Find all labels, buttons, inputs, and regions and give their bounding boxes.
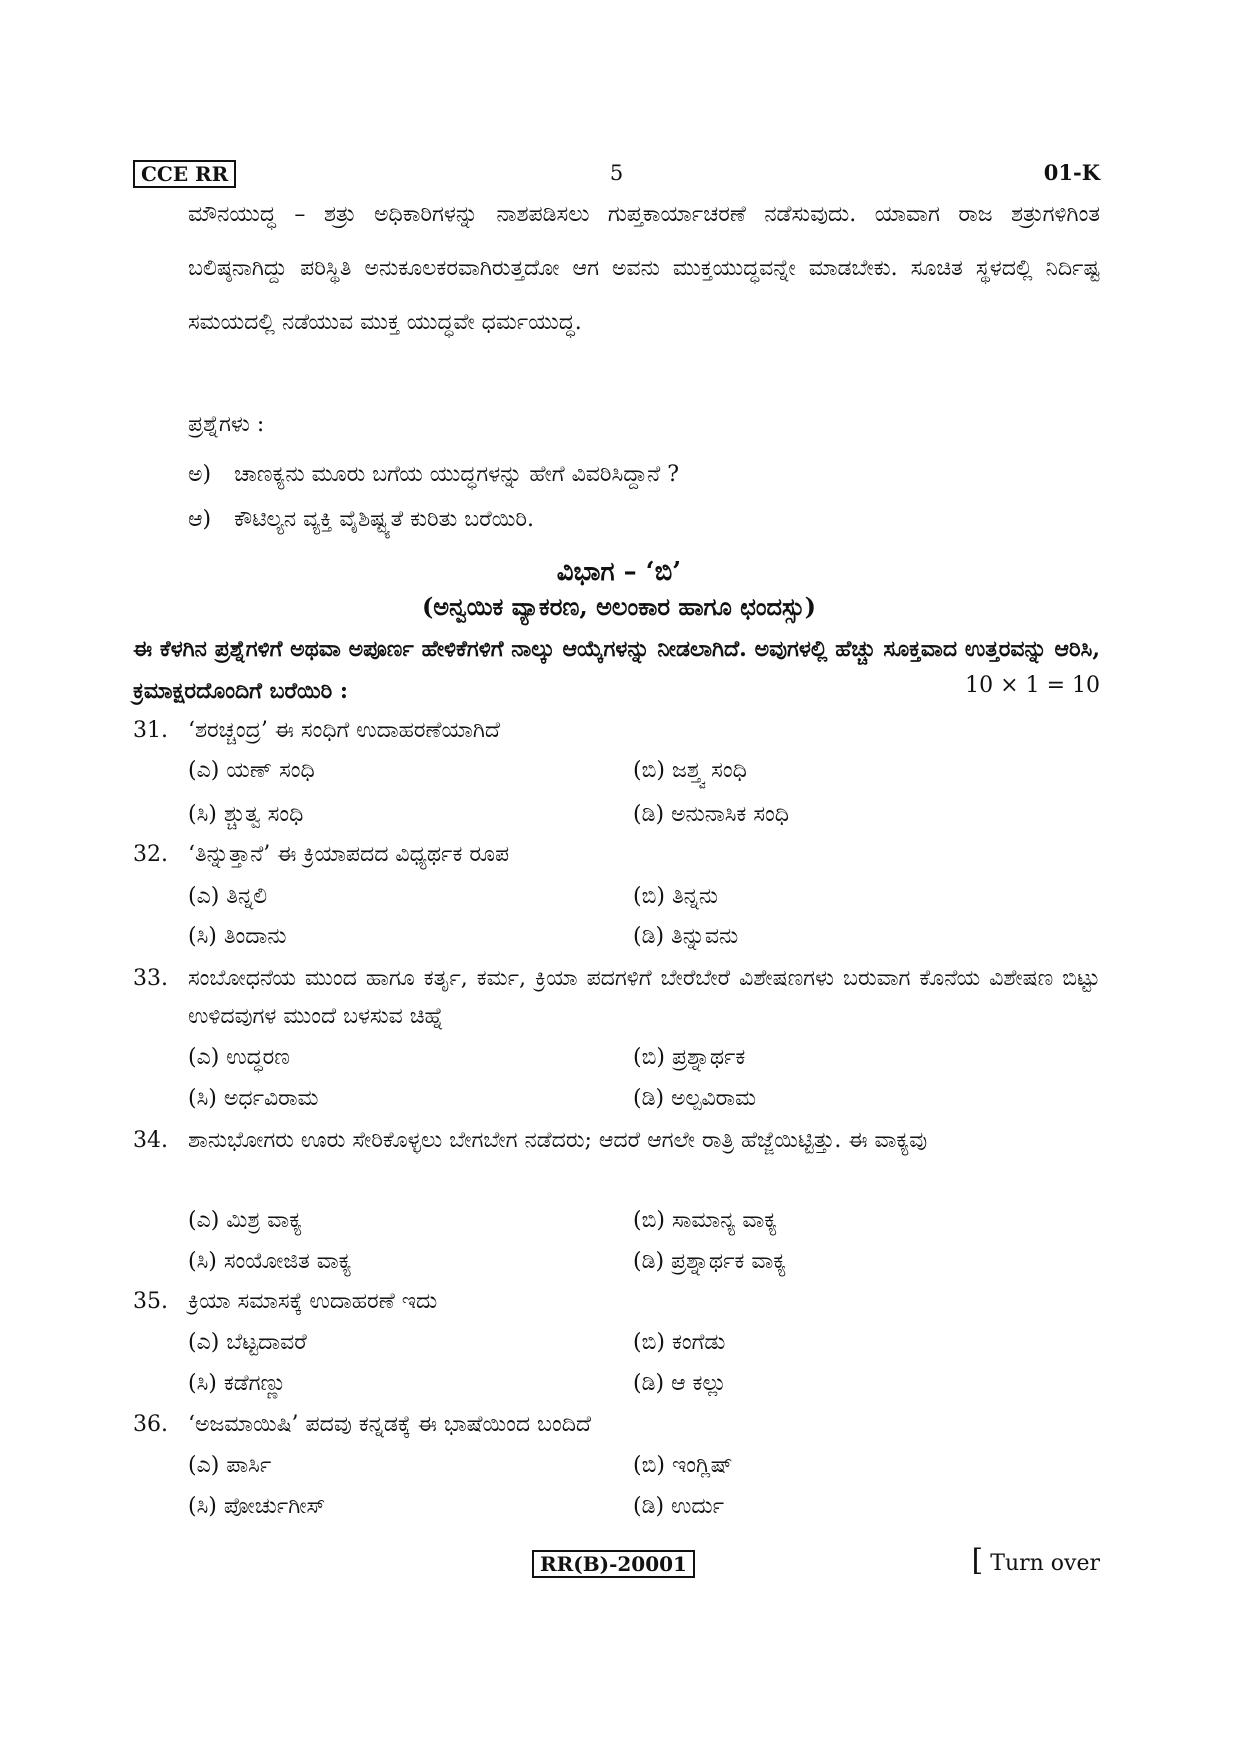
- option-b: [633, 1451, 733, 1481]
- option-d: [633, 1084, 756, 1114]
- question-text: ಚಾಣಕ್ಯನು ಮೂರು ಬಗೆಯ ಯುದ್ಧಗಳನ್ನು ಹೇಗೆ ವಿವರಿಸಿದ್ದಾನೆ ?: [234, 462, 680, 487]
- option-text: ಕಂಗೆಡು: [671, 1330, 726, 1355]
- option-text: ಇಂಗ್ಲಿಷ್: [671, 1453, 733, 1478]
- option-c: [188, 1492, 325, 1522]
- option-text: ಸಂಯೋಜಿತ ವಾಕ್ಯ: [223, 1249, 352, 1274]
- paper-code-box: CCE RR: [133, 160, 236, 188]
- option-text: ತಿನ್ನುವನು: [671, 924, 739, 949]
- option-label: (ಬಿ): [633, 1045, 665, 1070]
- option-c: [188, 1247, 352, 1277]
- option-label: (ಬಿ): [633, 758, 665, 783]
- option-text: ಪೋರ್ಚುಗೀಸ್: [223, 1494, 326, 1519]
- question-text: ಸಂಬೋಧನೆಯ ಮುಂದ ಹಾಗೂ ಕರ್ತೃ, ಕರ್ಮ, ಕ್ರಿಯಾ ಪದಗಳಿಗೆ ಬೇರೆಬೇರೆ ವಿಶೇಷಣಗಳು ಬರುವಾಗ ಕೊನೆಯ ವಿಶೇಷಣ ಬಿಟ್ಟು ಉಳಿದವುಗಳ ಮುಂದೆ ಬಳಸುವ ಚಿಹ್ನೆ: [188, 966, 1100, 1029]
- option-text: ಪ್ರಶ್ನಾರ್ಥಕ ವಾಕ್ಯ: [671, 1249, 787, 1274]
- option-text: ಅನುನಾಸಿಕ ಸಂಧಿ: [671, 802, 789, 827]
- option-d: [633, 1492, 724, 1522]
- option-label: (ಡಿ): [633, 1494, 665, 1519]
- option-label: (ಡಿ): [633, 1249, 665, 1274]
- option-a: [188, 1451, 271, 1481]
- turn-over-note: [971, 1543, 1100, 1579]
- option-text: ಉರ್ದು: [671, 1494, 725, 1519]
- passage-question: [188, 505, 534, 535]
- option-label: (ಎ): [188, 1208, 220, 1233]
- option-text: ಅರ್ಧವಿರಾಮ: [223, 1086, 319, 1111]
- option-label: (ಡಿ): [633, 802, 665, 827]
- turn-over-bracket: [: [971, 1543, 984, 1578]
- option-d: [633, 922, 738, 952]
- option-b: [633, 882, 718, 912]
- question-label: ಅ): [188, 462, 212, 487]
- question-label: ಆ): [188, 507, 212, 532]
- option-a: [188, 1328, 307, 1358]
- option-label: (ಡಿ): [633, 1371, 665, 1396]
- question-text: ಶಾನುಭೋಗರು ಊರು ಸೇರಿಕೊಳ್ಳಲು ಬೇಗಬೇಗ ನಡೆದರು; ಆದರೆ ಆಗಲೇ ರಾತ್ರಿ ಹೆಜ್ಜೆಯಿಟ್ಟಿತ್ತು. ಈ ವಾಕ್ಯವು: [188, 1128, 928, 1153]
- question-text: ‘ತಿನ್ನುತ್ತಾನೆ’ ಈ ಕ್ರಿಯಾಪದದ ವಿಧ್ಯರ್ಥಕ ರೂಪ: [188, 842, 510, 867]
- option-label: (ಬಿ): [633, 1453, 665, 1478]
- option-c: [188, 1369, 286, 1399]
- option-c: [188, 922, 286, 952]
- option-label: (ಸಿ): [188, 1249, 217, 1274]
- option-label: (ಬಿ): [633, 884, 665, 909]
- option-label: (ಸಿ): [188, 1371, 217, 1396]
- option-label: (ಸಿ): [188, 1494, 217, 1519]
- question-text: ‘ಅಜಮಾಯಿಷಿ’ ಪದವು ಕನ್ನಡಕ್ಕೆ ಈ ಭಾಷೆಯಿಂದ ಬಂದಿದೆ: [188, 1412, 591, 1437]
- option-label: (ಬಿ): [633, 1330, 665, 1355]
- option-label: (ಡಿ): [633, 1086, 665, 1111]
- question-number: 34.: [133, 1128, 168, 1153]
- question-number: 36.: [133, 1412, 168, 1437]
- question-text: ‘ಶರಚ್ಚಂದ್ರ’ ಈ ಸಂಧಿಗೆ ಉದಾಹರಣೆಯಾಗಿದೆ: [188, 718, 501, 743]
- option-c: [188, 1084, 318, 1114]
- option-text: ಮಿಶ್ರ ವಾಕ್ಯ: [226, 1208, 303, 1233]
- question-text: ಕೌಟಿಲ್ಯನ ವ್ಯಕ್ತಿ ವೈಶಿಷ್ಟ್ಯತೆ ಕುರಿತು ಬರೆಯಿರಿ.: [234, 507, 534, 532]
- section-marks: 10 × 1 = 10: [965, 673, 1100, 698]
- option-label: (ಎ): [188, 1330, 220, 1355]
- question-number: 33.: [133, 966, 168, 991]
- option-b: [633, 1206, 777, 1236]
- question-number: 35.: [133, 1289, 168, 1314]
- option-text: ತಿನ್ನಲಿ: [226, 884, 268, 909]
- option-b: [633, 1328, 725, 1358]
- option-d: [633, 1369, 726, 1399]
- option-a: [188, 756, 315, 786]
- option-text: ಅಲ್ಪವಿರಾಮ: [671, 1086, 756, 1111]
- option-text: ಆ ಕಲ್ಲು: [671, 1371, 727, 1396]
- option-label: (ಸಿ): [188, 802, 217, 827]
- option-label: (ಡಿ): [633, 924, 665, 949]
- option-text: ಕಡೆಗಣ್ಣು: [223, 1371, 287, 1396]
- option-label: (ಸಿ): [188, 924, 217, 949]
- turn-over-text: Turn over: [990, 1551, 1100, 1576]
- questions-heading: ಪ್ರಶ್ನೆಗಳು :: [188, 412, 265, 437]
- option-text: ಉದ್ಧರಣ: [226, 1045, 290, 1070]
- option-text: ಸಾಮಾನ್ಯ ವಾಕ್ಯ: [671, 1208, 778, 1233]
- option-label: (ಎ): [188, 1453, 220, 1478]
- option-text: ಪಾರ್ಸಿ: [226, 1453, 272, 1478]
- option-text: ಪ್ರಶ್ನಾರ್ಥಕ: [671, 1045, 746, 1070]
- option-text: ತಿನ್ನನು: [671, 884, 719, 909]
- section-instruction: ಈ ಕೆಳಗಿನ ಪ್ರಶ್ನೆಗಳಿಗೆ ಅಥವಾ ಅಪೂರ್ಣ ಹೇಳಿಕೆಗಳಿಗೆ ನಾಲ್ಕು ಆಯ್ಕೆಗಳನ್ನು ನೀಡಲಾಗಿದೆ. ಅವುಗಳಲ್ಲಿ ಹೆಚ್ಚು ಸೂಕ್ತವಾದ ಉತ್ತರವನ್ನು ಆರಿಸಿ, ಕ್ರಮಾಕ್ಷರದೊಂದಿಗೆ ಬರೆಯಿರಿ :: [133, 636, 1100, 704]
- page-header: [133, 160, 1100, 188]
- option-c: [188, 800, 303, 830]
- option-d: [633, 1247, 786, 1277]
- page-number: 5: [609, 161, 624, 185]
- option-b: [633, 1043, 745, 1073]
- option-label: (ಎ): [188, 758, 220, 783]
- option-text: ಜಶ್ತ್ವ ಸಂಧಿ: [671, 758, 747, 783]
- option-text: ಬೆಟ್ಟದಾವರೆ: [226, 1330, 307, 1355]
- option-a: [188, 1206, 302, 1236]
- question-text: ಕ್ರಿಯಾ ಸಮಾಸಕ್ಕೆ ಉದಾಹರಣೆ ಇದು: [188, 1289, 438, 1314]
- option-text: ಶ್ಚುತ್ವ ಸಂಧಿ: [223, 802, 304, 827]
- option-text: ತಿಂದಾನು: [223, 924, 287, 949]
- option-label: (ಬಿ): [633, 1208, 665, 1233]
- option-b: [633, 756, 747, 786]
- footer-code-box: RR(B)-20001: [532, 1550, 695, 1578]
- option-label: (ಎ): [188, 884, 220, 909]
- option-d: [633, 800, 789, 830]
- question-number: 32.: [133, 842, 168, 867]
- subject-code: 01-K: [1043, 160, 1100, 185]
- option-a: [188, 1043, 290, 1073]
- section-title: ವಿಭಾಗ – ‘ಬಿ’: [556, 557, 682, 587]
- question-number: 31.: [133, 718, 168, 743]
- section-subtitle: (ಅನ್ವಯಿಕ ವ್ಯಾಕರಣ, ಅಲಂಕಾರ ಹಾಗೂ ಛಂದಸ್ಸು): [421, 592, 817, 621]
- option-a: [188, 882, 267, 912]
- passage-question: [188, 460, 679, 490]
- option-label: (ಸಿ): [188, 1086, 217, 1111]
- passage-text: ಮೌನಯುದ್ಧ – ಶತ್ರು ಅಧಿಕಾರಿಗಳನ್ನು ನಾಶಪಡಿಸಲು ಗುಪ್ತಕಾರ್ಯಾಚರಣೆ ನಡೆಸುವುದು. ಯಾವಾಗ ರಾಜ ಶತ್ರುಗಳಿಗಿಂತ ಬಲಿಷ್ಠನಾಗಿದ್ದು ಪರಿಸ್ಥಿತಿ ಅನುಕೂಲಕರವಾಗಿರುತ್ತದೋ ಆಗ ಅವನು ಮುಕ್ತಯುದ್ಧವನ್ನೇ ಮಾಡಬೇಕು. ಸೂಚಿತ ಸ್ಥಳದಲ್ಲಿ ನಿರ್ದಿಷ್ಟ ಸಮಯದಲ್ಲಿ ನಡೆಯುವ ಮುಕ್ತ ಯುದ್ಧವೇ ಧರ್ಮಯುದ್ಧ.: [188, 202, 1100, 335]
- option-label: (ಎ): [188, 1045, 220, 1070]
- option-text: ಯಣ್ ಸಂಧಿ: [226, 758, 315, 783]
